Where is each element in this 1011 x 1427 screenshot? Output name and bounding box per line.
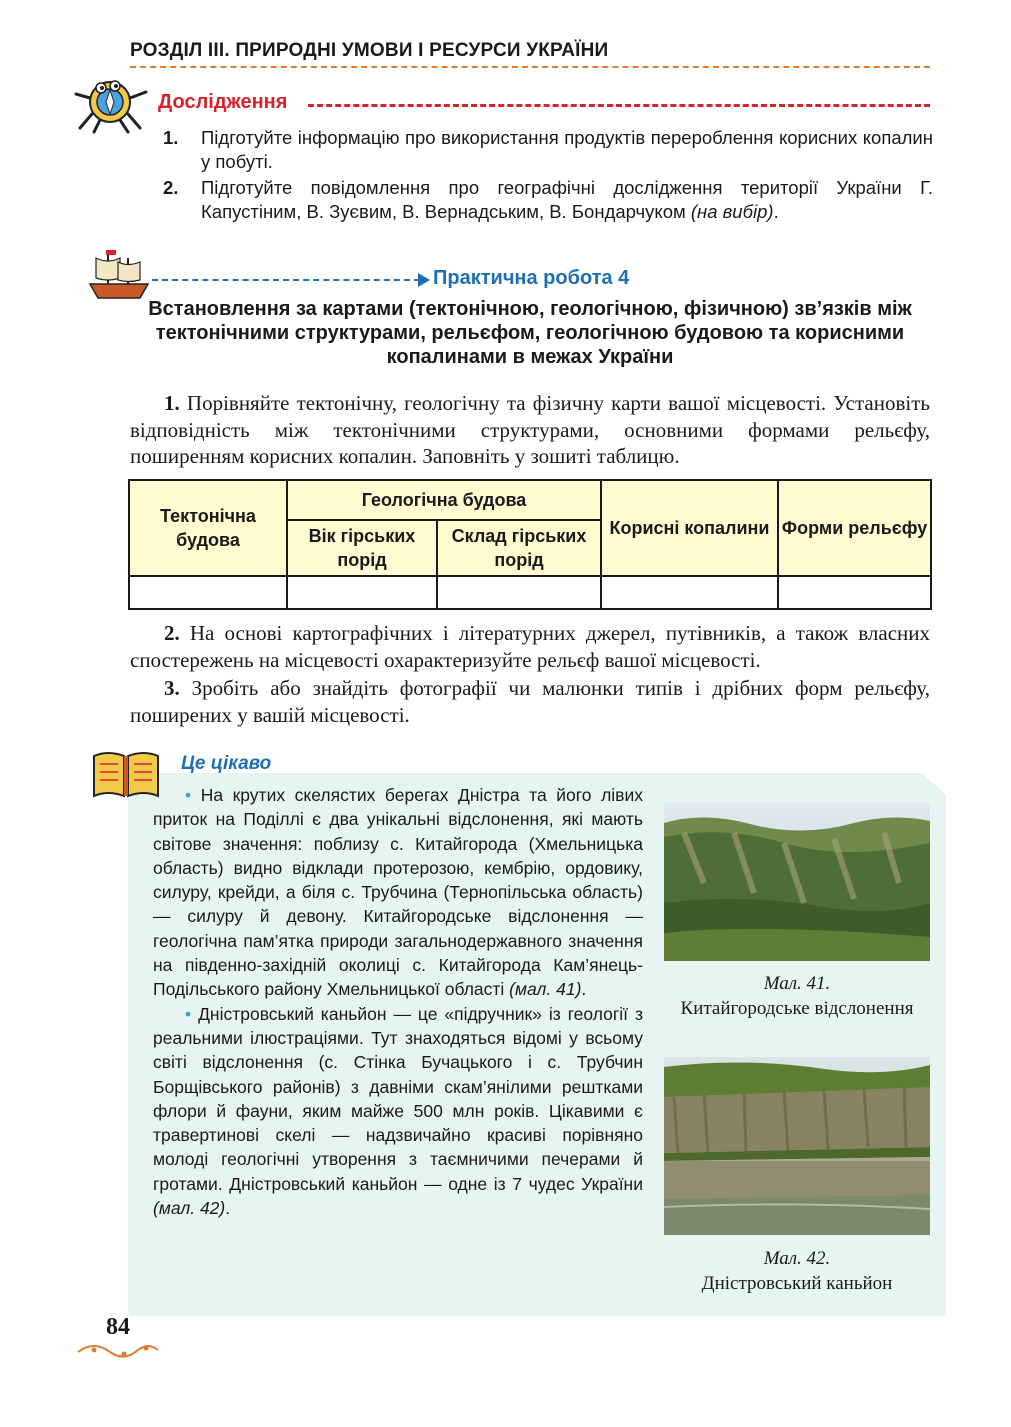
canyon-photo [664, 1057, 930, 1235]
task-3 [130, 675, 930, 728]
table-header-composition: Склад гірських порід [437, 520, 601, 576]
figure-caption: Китайгородське відслонення [680, 998, 914, 1019]
research-item-text: Підготуйте повідомлення про географічні дослідження території України Г. Капустіним, В. Зуєвим, В. Вернадським, В. Бондарчуком [201, 177, 933, 222]
task-number: 1. [164, 391, 180, 415]
bullet-icon: • [185, 785, 192, 805]
table-header-tectonic: Тектонічна будова [129, 480, 287, 576]
research-item-text: Підготуйте інформацію про використання продуктів перероблення корисних копалин у побуті. [201, 127, 933, 172]
ornament-icon [74, 1338, 160, 1362]
compass-character-icon [70, 74, 154, 134]
task-1 [130, 390, 930, 470]
figure-reference: (мал. 42) [153, 1198, 226, 1219]
research-item-number: 1. [163, 127, 179, 148]
research-item-note: (на вибір) [690, 201, 774, 222]
table-cell [437, 576, 601, 609]
table-cell [601, 576, 778, 609]
chapter-title: РОЗДІЛ ІІІ. ПРИРОДНІ УМОВИ І РЕСУРСИ УКРАЇНИ [130, 40, 609, 61]
figure-41-caption [660, 971, 934, 1021]
paragraph-tail: . [225, 1198, 231, 1219]
research-divider [308, 104, 930, 107]
outcrop-photo [664, 803, 930, 961]
research-item-number: 2. [163, 177, 179, 198]
bullet-icon: • [185, 1003, 192, 1024]
ship-icon [86, 250, 152, 304]
arrow-line [152, 279, 420, 281]
assignment-table [128, 479, 932, 610]
open-book-icon [90, 748, 162, 800]
practical-title: Практична робота 4 [433, 267, 630, 289]
table-header-geology: Геологічна будова [287, 480, 601, 520]
table-header-age: Вік гірських порід [287, 520, 437, 576]
table-header-relief: Форми рельєфу [778, 480, 931, 576]
figure-42-caption [660, 1246, 934, 1296]
research-heading: Дослідження [158, 91, 288, 113]
research-item [163, 126, 933, 174]
table-header-minerals: Корисні копалини [601, 480, 778, 576]
task-text: На основі картографічних і літературних джерел, путівників, а також власних спостережень на місцевості охарактеризуйте рельєф вашої місцевості. [130, 621, 930, 672]
table-row [129, 576, 931, 609]
table-cell [129, 576, 287, 609]
interesting-paragraph [153, 783, 643, 1002]
practical-subtitle: Встановлення за картами (тектонічною, геологічною, фізичною) зв’язків між тектонічними структурами, рельєфом, геологічною будовою та корисними копалинами в межах України [148, 298, 912, 368]
task-text: Порівняйте тектонічну, геологічну та фізичну карти вашої місцевості. Установіть відповідність між тектонічними структурами, основними формами рельєфу, поширенням корисних копалин. Заповніть у зошиті таблицю. [130, 391, 930, 468]
interesting-text [153, 783, 643, 1220]
task-number: 2. [164, 621, 180, 645]
task-2 [130, 620, 930, 673]
interesting-title: Це цікаво [181, 753, 272, 774]
chapter-divider [130, 66, 930, 68]
figure-reference: (мал. 41) [509, 979, 582, 1000]
interesting-paragraph [153, 1002, 643, 1221]
task-number: 3. [164, 676, 180, 700]
paragraph-tail: . [581, 979, 587, 1000]
table-cell [778, 576, 931, 609]
paragraph-text: Дністровський каньйон — це «підручник» із геології з реальними ілюстраціями. Тут знаходяться відомі у всьому світі відслонення (с. Стінка Бучацького і с. Трубчин Борщівського районів) з давніми скам’янілими рештками флори й фауни, яким майже 500 млн років. Цікавими є травертинові скелі — надзвичайно красиві порівняно молоді геологічні утворення з таємничими печерами й гротами. Дністровський каньйон — одне із 7 чудес України [153, 1003, 643, 1194]
research-list [163, 126, 933, 226]
figure-number: Мал. 41. [763, 973, 831, 994]
page-number: 84 [106, 1314, 130, 1340]
arrow-head-icon [418, 273, 430, 287]
figure-number: Мал. 42. [763, 1248, 831, 1269]
research-item [163, 176, 933, 224]
task-text: Зробіть або знайдіть фотографії чи малюнки типів і дрібних форм рельєфу, поширених у вашій місцевості. [130, 676, 930, 727]
research-item-tail: . [773, 201, 779, 222]
table-cell [287, 576, 437, 609]
figure-caption: Дністровський каньйон [701, 1273, 893, 1294]
paragraph-text: На крутих скелястих берегах Дністра та його лівих приток на Поділлі є два унікальні відслонення, які мають світове значення: поблизу с. Китайгорода (Хмельницька область) видно відклади протерозою, кембрію, ордовику, силуру, крейди, а біля с. Трубчина (Тернопільська область) — силуру й девону. Китайгородське відслонення — геологічна пам’ятка природи загальнодержавного значення на південно-західній околиці с. Китайгорода Кам’янець-Подільського району Хмельницької області [153, 785, 643, 1000]
